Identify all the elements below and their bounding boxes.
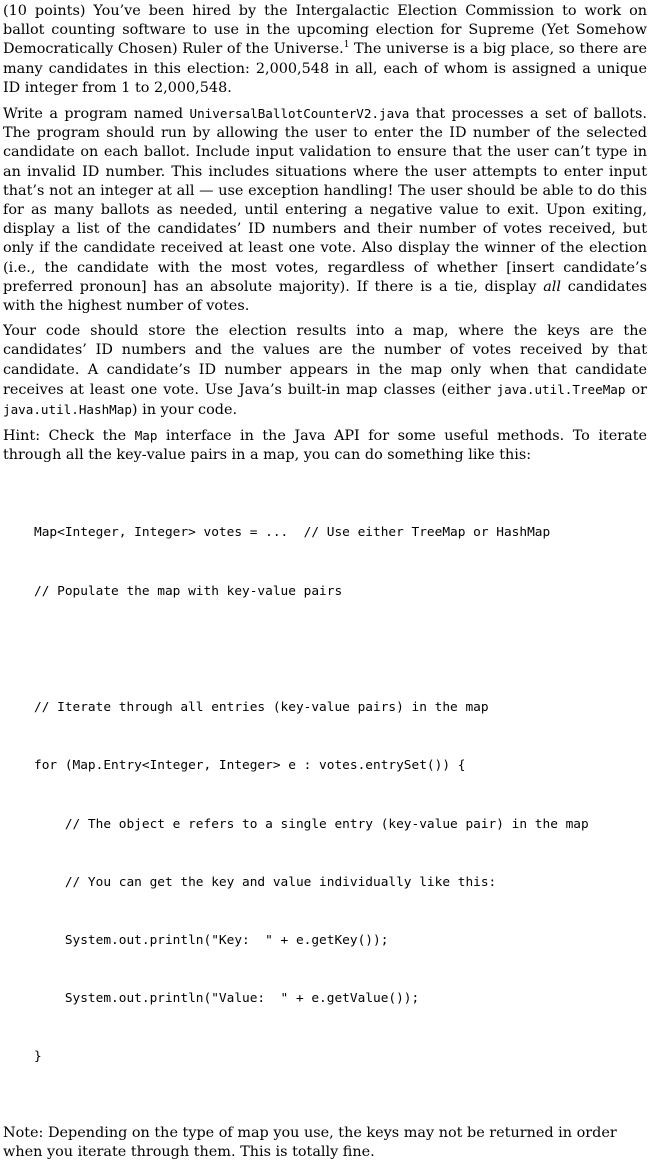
map-storage-text-a: Your code should store the election results into a map, where the keys are the candidates’ ID numbers and the values are the number of votes received by that candidate. A candidate’s ID number appears in the map only when that candidate receives at least one vote. Use Java’s built-in map classes (either <box>3 323 647 398</box>
map-storage-text-b: ) in your code. <box>131 402 238 419</box>
code-line: for (Map.Entry<Integer, Integer> e : votes.entrySet()) { <box>34 758 466 774</box>
intro-text: (10 points) You’ve been hired by the Intergalactic Election Commission to work on ballot counting software to use in the upcoming election for Supreme (Yet Somehow Democratically Chosen) Ruler of the Universe. <box>3 3 647 58</box>
code-line: // You can get the key and value individually like this: <box>34 874 497 890</box>
hashmap-class: java.util.HashMap <box>3 402 132 418</box>
code-line: Map<Integer, Integer> votes = ... // Use either TreeMap or HashMap <box>34 525 551 541</box>
code-line <box>34 640 647 659</box>
requirements-text-b: that processes a set of ballots. The program should run by allowing the user to enter the ID number of the selected candidate on each ballot. Include input validation to ensure that the user can’t type in an invalid ID number. This includes situations where the user attempts to enter input that’s not an integer at all — use exception handling! The user should be able to do this for as many ballots as needed, until entering a negative value to exit. Upon exiting, display a list of the candidates’ ID numbers and their number of votes received, but only if the candidate received at least one vote. Also display the winner of the election (i.e., the candidate with the most votes, regardless of whether [insert candidate’s preferred pronoun] has an absolute majority). If there is a tie, display <box>3 106 647 295</box>
code-line: // Populate the map with key-value pairs <box>34 583 343 599</box>
program-filename: UniversalBallotCounterV2.java <box>189 106 410 122</box>
hint-text-b: interface in the Java API for some useful methods. To iterate through all the key-value pairs in a map, you can do something like this: <box>3 428 647 464</box>
footnote-marker: 1 <box>343 40 350 51</box>
intro-text-continued: The universe is a big place, so there are many candidates in this election: 2,000,548 in all, each of whom is assigned a unique ID integer from 1 to 2,000,548. <box>3 41 647 96</box>
map-storage-paragraph <box>3 322 647 420</box>
map-storage-or: or <box>625 381 647 398</box>
map-interface-name: Map <box>134 428 158 444</box>
intro-paragraph <box>3 2 647 98</box>
requirements-text-a: Write a program named <box>3 106 190 123</box>
code-line: System.out.println("Value: " + e.getValue()); <box>34 991 420 1007</box>
code-line: System.out.println("Key: " + e.getKey()); <box>34 932 389 948</box>
assignment-document <box>3 2 647 1162</box>
hint-paragraph <box>3 426 647 465</box>
requirements-text-c: candidates with the highest number of votes. <box>3 278 647 315</box>
code-line: // Iterate through all entries (key-value pairs) in the map <box>34 700 489 716</box>
requirements-paragraph <box>3 104 647 316</box>
code-example <box>34 485 647 1106</box>
hint-text-a: Hint: Check the <box>3 428 135 445</box>
treemap-class: java.util.TreeMap <box>496 381 626 397</box>
code-line: // The object e refers to a single entry (key-value pair) in the map <box>34 816 589 832</box>
code-line: } <box>34 1049 42 1065</box>
emphasis-all: all <box>543 278 561 295</box>
note-paragraph: Note: Depending on the type of map you use, the keys may not be returned in order when you iterate through them. This is totally fine. <box>3 1124 617 1160</box>
